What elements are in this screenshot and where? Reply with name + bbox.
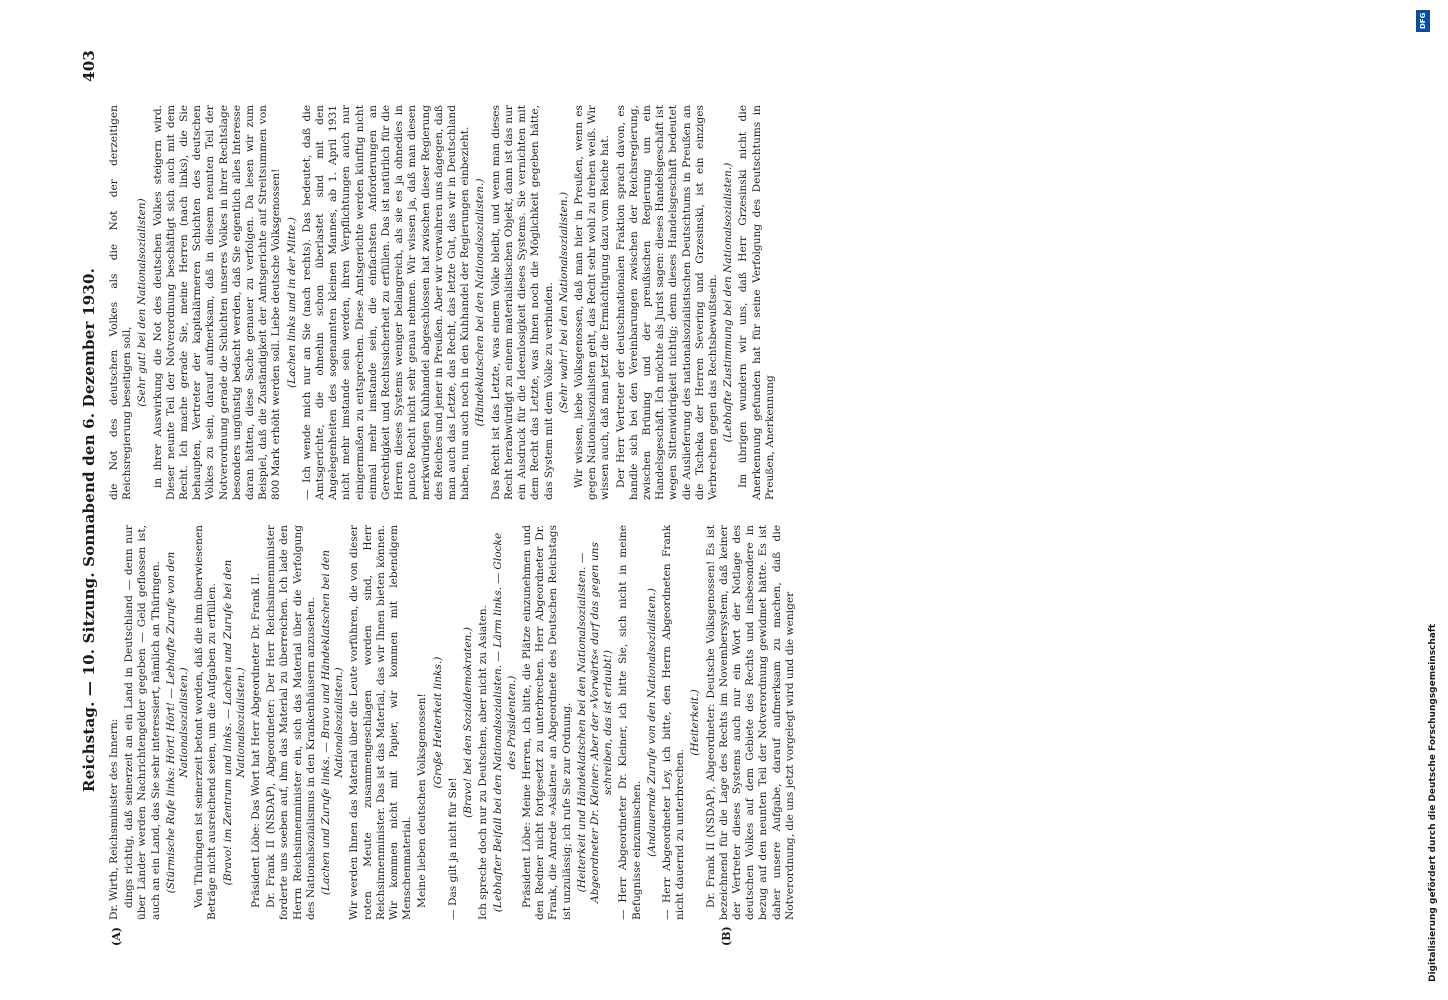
speech-paragraph: Präsident Löbe: Das Wort hat Herr Abgeordneter Dr. Frank II. <box>250 573 263 908</box>
interjection-paragraph: (Heiterkeit und Händeklatschen bei den Nationalsozialisten. — Abgeordneter Dr. Kleiner: Aber der »Vorwärts« darf das gegen uns schreiben, das ist erlaubt!) <box>575 542 615 903</box>
interjection-paragraph: (Bravo! im Zentrum und links. — Lachen und Zurufe bei den Nationalsozialisten.) <box>221 559 247 886</box>
speech-paragraph: — Herr Abgeordneter Dr. Kleiner, ich bitte Sie, sich nicht in meine Befugnisse einzumischen. <box>617 525 643 920</box>
interjection-paragraph: (Lachen links und in der Mitte.) <box>285 217 298 388</box>
interjection-paragraph: (Stürmische Rufe links: Hört! Hört! — Lebhafte Zurufe von den Nationalsozialisten.) <box>164 551 191 894</box>
interjection-paragraph: (Bravo! bei den Sozialdemokraten.) <box>462 627 475 818</box>
speech-paragraph: Der Herr Vertreter der deutschnationalen Fraktion sprach davon, es handle sich bei den Vereinbarungen zwischen der Reichsregierung, zwischen Brüning und der preußischen Regierung um ein Handelsgeschäft. Ich möchte als Jurist sagen: dieses Handelsgeschäft ist wegen Sittenwidrigkeit nichtig; denn dieses Handelsgeschäft bedeutet die Auslieferung des nationalsozialistischen Deutschtums in Preußen an die Tscheka der Herren Severing und Grzesinski, ist ein einziges Verbrechen gegen das Rechtsbewußtsein. <box>614 105 719 500</box>
speech-paragraph: dings richtig, daß seinerzeit an ein Land in Deutschland — denn nur über Länder werden Nachrichtengelder gegeben — Geld geflossen ist, auch an ein Land, das Sie sehr interessiert, nämlich an Thüringen. <box>123 525 162 920</box>
page-title: Reichstag. — 10. Sitzung. Sonnabend den 6. Dezember 1930. <box>80 267 98 793</box>
speech-paragraph: — Das gilt ja nicht für Sie! <box>446 777 459 920</box>
speech-paragraph: Von Thüringen ist seinerzeit betont worden, daß die ihm überwiesenen Beträge nicht ausreichend seien, um die Aufgaben zu erfüllen. <box>193 525 219 920</box>
speech-paragraph: die Not des deutschen Volkes als die Not der derzeitigen Reichsregierung beseitigen soll, <box>108 105 134 500</box>
left-text-column <box>108 525 1278 920</box>
page-number: 403 <box>80 50 98 82</box>
speech-paragraph: — Ich wende mich nur an Sie (nach rechts). Das bedeutet, daß die Amtsgerichte, die ohnehin schon überlastet sind mit den Angelegenheiten des sogenannten kleinen Mannes, ab 1. April 1931 nicht mehr imstande sein werden, ihren Verpflichtungen auch nur einigermaßen zu entsprechen. Diese Amtsgerichte werden künftig nicht einmal mehr imstande sein, die einfachsten Anforderungen an Gerechtigkeit und Rechtssicherheit zu erfüllen. Das ist natürlich für die Herren dieses Systems weniger belangreich, als sie es ja ohnedies in puncto Recht nicht sehr genau nehmen. Wir wissen ja, daß man diesen merkwürdigen Kuhhandel abgeschlossen hat zwischen dieser Regierung des Reiches und jener in Preußen. Aber wir verwahren uns dagegen, daß man auch das Letzte, das Recht, das letzte Gut, das wir in Deutschland haben, nun auch noch in den Kuhhandel der Regierungen einbezieht. <box>300 105 472 500</box>
margin-marker-b: (B) <box>720 926 733 946</box>
speech-paragraph: Wir werden Ihnen das Material über die Leute vorführen, die von dieser roten Meute zusammengeschlagen worden sind, Herr Reichsinnenminister. Das ist das Material, das wir Ihnen bieten können. Wir kommen nicht mit Papier, wir kommen mit lebendigem Menschenmaterial. <box>348 525 414 920</box>
digitization-credit: Digitalisierung gefördert durch die Deutsche Forschungsgemeinschaft <box>1428 623 1438 982</box>
interjection-paragraph: (Lachen und Zurufe links. — Bravo und Händeklatschen bei den Nationalsozialisten.) <box>320 549 346 896</box>
right-text-column <box>108 105 1278 500</box>
page-header <box>80 50 102 950</box>
digitization-sidebar <box>1412 10 1438 990</box>
interjection-paragraph: (Lebhafte Zustimmung bei den Nationalsozialisten.) <box>722 162 735 443</box>
dfg-logo: DFG <box>1416 10 1430 32</box>
interjection-paragraph: (Große Heiterkeit links.) <box>431 656 444 789</box>
speech-paragraph: Im übrigen wundern wir uns, daß Herr Grzesinski nicht die Anerkennung gefunden hat für seine Verfolgung des Deutschtums in Preußen, Anerkennung <box>737 105 776 500</box>
speech-paragraph: in ihrer Auswirkung die Not des deutschen Volkes steigern wird. Dieser neunte Teil der Notverordnung beschäftigt sich auch mit dem Recht. Ich mache gerade Sie, meine Herren (nach links), die Sie behaupten, Vertreter der kapitalärmeren Schichten des deutschen Volkes zu sein, darauf aufmerksam, daß in diesem neunten Teil der Notverordnung gerade die Schichten unseres Volkes in ihrer Rechtslage besonders ungünstig bedacht werden, daß Sie eigentlich alles Interesse daran hätten, diese Sache genauer zu verfolgen. Da lesen wir zum Beispiel, daß die Zuständigkeit der Amtsgerichte auf Streitsummen von 800 Mark erhöht werden soll. Liebe deutsche Volksgenossen! <box>151 105 283 500</box>
speech-paragraph: — Herr Abgeordneter Ley, ich bitte, den Herrn Abgeordneten Frank nicht dauernd zu unterbrechen. <box>660 525 687 920</box>
speech-paragraph: Meine lieben deutschen Volksgenossen! <box>416 693 429 908</box>
margin-marker-a: (A) <box>110 927 123 946</box>
speech-paragraph: Dr. Frank II (NSDAP), Abgeordneter: Der Herr Reichsinnenminister forderte uns soeben auf, ihm das Material zu überreichen. Ich lade den Herrn Reichsinnenminister ein, sich das Material über die Verfolgung des Nationalsozialismus in den Krankenhäusern anzusehen. <box>265 525 317 920</box>
interjection-paragraph: (Sehr wahr! bei den Nationalsozialisten.) <box>557 191 570 414</box>
interjection-paragraph: (Andauernde Zurufe von den Nationalsozialisten.) <box>645 588 658 857</box>
speech-paragraph: Präsident Löbe: Meine Herren, ich bitte, die Plätze einzunehmen und den Redner nicht fortgesetzt zu unterbrechen. Herr Abgeordneter Dr. Frank, die Anrede »Asiaten« an Abgeordnete des Deutschen Reichstags ist unzulässig; ich rufe Sie zur Ordnung. <box>520 525 573 920</box>
rotated-page <box>80 50 1310 950</box>
speech-paragraph: Dr. Wirth, Reichsminister des Innern: <box>108 718 120 920</box>
speech-paragraph: Wir wissen, liebe Volksgenossen, daß man hier in Preußen, wenn es gegen Nationalsozialisten geht, das Recht sehr wohl zu drehen weiß. Wir wissen auch, daß man jetzt die Ermächtigung dazu vom Reiche hat. <box>572 105 612 500</box>
speech-paragraph: Das Recht ist das Letzte, was einem Volke bleibt, und wenn man dieses Recht herabwürdigt zu einem materialistischen Objekt, dann ist das nur ein Ausdruck für die Ideenlosigkeit dieses Systems. Sie vernichten mit dem Recht das Letzte, was Ihnen noch die Möglichkeit gegeben hätte, das System mit dem Volke zu verbinden. <box>489 105 555 500</box>
speech-paragraph: Ich spreche doch nur zu Deutschen, aber nicht zu Asiaten. <box>477 605 490 920</box>
interjection-paragraph: (Sehr gut! bei den Nationalsozialisten) <box>136 198 149 407</box>
interjection-paragraph: (Heiterkeit.) <box>689 689 702 756</box>
interjection-paragraph: (Händeklatschen bei den Nationalsozialisten.) <box>474 178 487 427</box>
interjection-paragraph: (Lebhafter Beifall bei den Nationalsozialisten. — Lärm links. — Glocke des Präsidenten.) <box>492 532 518 913</box>
speech-paragraph: Dr. Frank II (NSDAP), Abgeordneter: Deutsche Volksgenossen! Es ist bezeichnend für die Lage des Rechts im Novembersystem, daß keiner der Vertreter dieses Systems auch nur ein Wort der Notlage des deutschen Volkes auf dem Gebiete des Rechts und insbesondere in bezug auf den neunten Teil der Notverordnung gewidmet hätte. Es ist daher unsere Aufgabe, darauf aufmerksam zu machen, daß die Notverordnung, die uns jetzt vorgelegt wird und die weniger <box>704 525 796 920</box>
